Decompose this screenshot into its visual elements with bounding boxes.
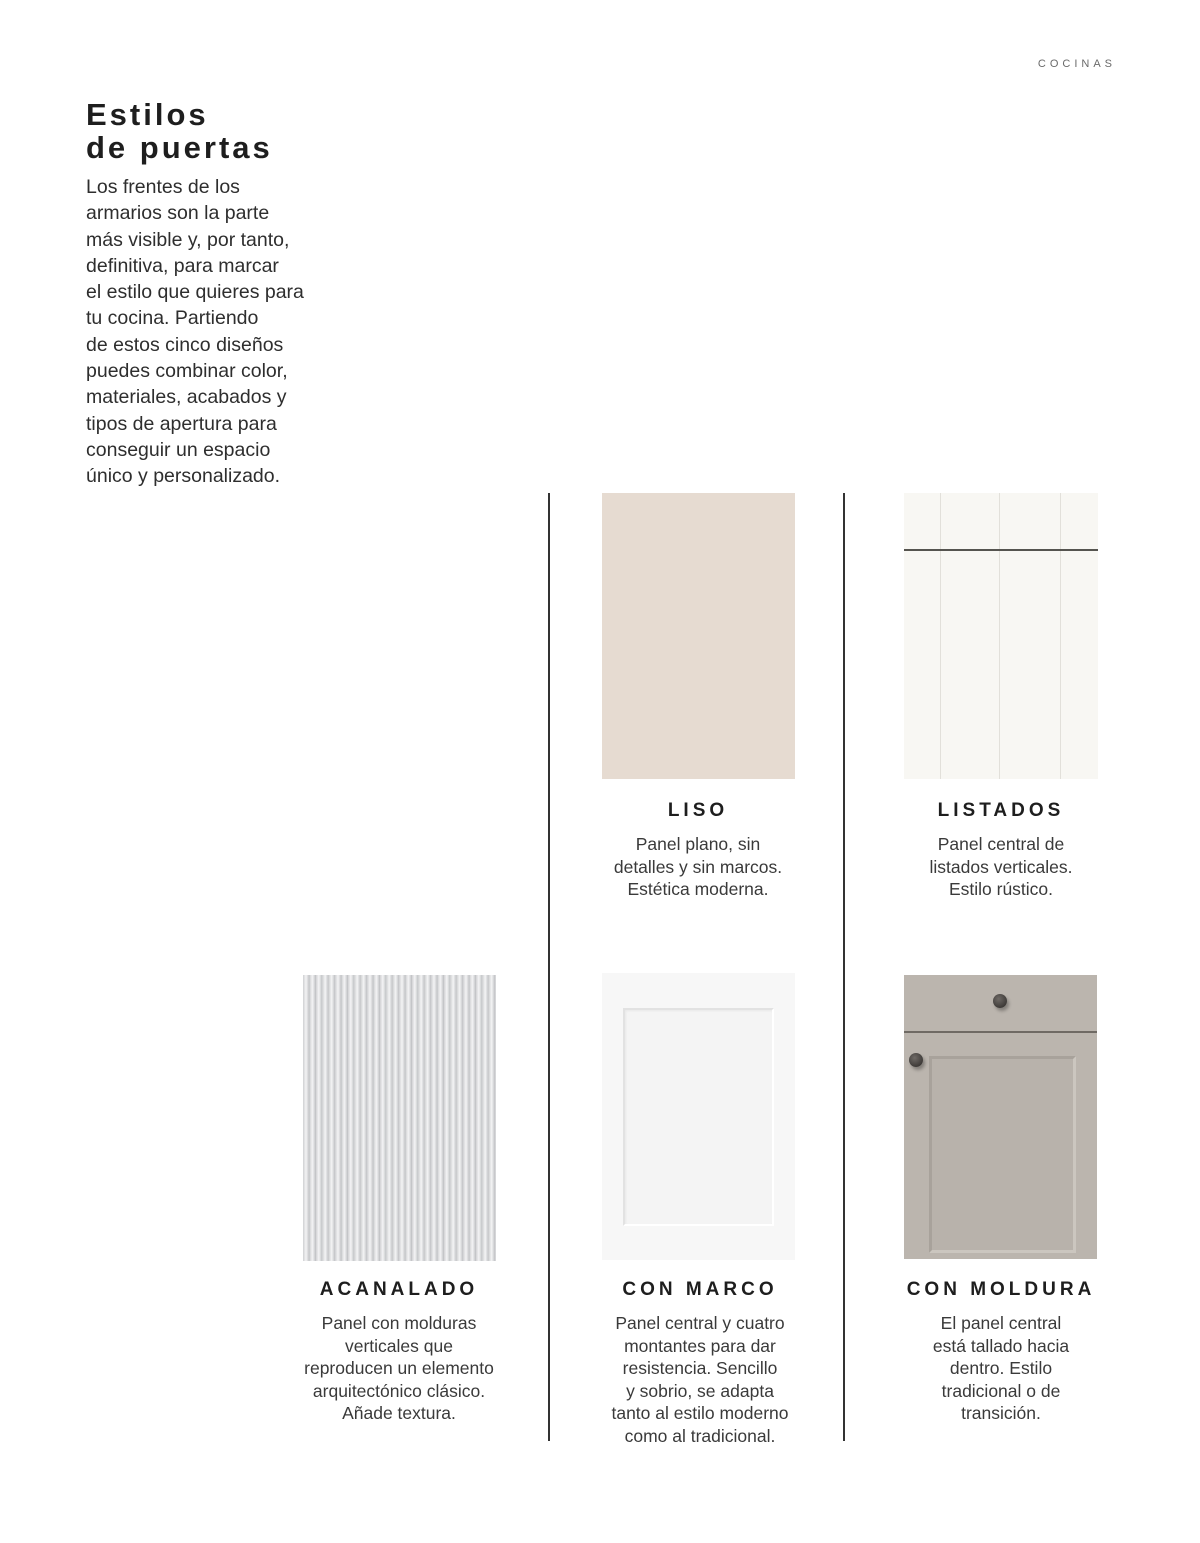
style-description-liso (578, 833, 818, 901)
door-swatch-liso (602, 493, 795, 779)
title-line: Estilos (86, 97, 209, 132)
door-swatch-listados (904, 493, 1098, 779)
style-name-liso: LISO (667, 800, 729, 821)
section-label: COCINAS (1037, 58, 1116, 70)
description-line: Estilo rústico. (948, 879, 1054, 899)
molded-panel (929, 1056, 1076, 1253)
title-line: de puertas (86, 130, 273, 165)
style-name-acanalado: ACANALADO (319, 1279, 479, 1300)
plank-groove (940, 493, 941, 779)
plank-groove (1060, 493, 1061, 779)
description-line: detalles y sin marcos. (613, 856, 783, 877)
description-line: verticales que (345, 1335, 453, 1356)
description-line: tradicional o de (941, 1380, 1061, 1401)
style-name-con-moldura: CON MOLDURA (906, 1279, 1096, 1300)
intro-line: tipos de apertura para (86, 412, 277, 435)
description-line: transición. (961, 1403, 1041, 1423)
door-swatch-acanalado (303, 975, 496, 1261)
description-line: resistencia. Sencillo (622, 1358, 778, 1378)
style-name-con-marco: CON MARCO (622, 1279, 778, 1300)
intro-line: armarios son la parte (86, 202, 270, 225)
description-line: tanto al estilo moderno (611, 1403, 789, 1423)
intro-line: más visible y, por tanto, (86, 228, 290, 251)
description-line: está tallado hacia (932, 1335, 1070, 1356)
intro-line: Los frentes de los (86, 176, 240, 198)
description-line: El panel central (940, 1313, 1062, 1333)
style-description-con-moldura (881, 1312, 1121, 1425)
description-line: como al tradicional. (624, 1425, 776, 1446)
description-line: reproducen un elemento (304, 1358, 494, 1378)
drawer-separator (904, 1031, 1097, 1033)
page-title (86, 98, 273, 164)
intro-paragraph (86, 174, 346, 490)
description-line: Panel central de (937, 834, 1065, 854)
style-name-listados: LISTADOS (937, 800, 1065, 821)
description-line: Panel central y cuatro (615, 1313, 785, 1333)
door-rail (904, 549, 1098, 551)
intro-line: el estilo que quieres para (86, 281, 304, 304)
drawer-knob-icon (993, 994, 1007, 1008)
door-swatch-con-moldura (904, 975, 1097, 1259)
recessed-panel (623, 1008, 774, 1226)
description-line: y sobrio, se adapta (626, 1380, 774, 1401)
description-line: arquitectónico clásico. (312, 1380, 486, 1401)
plank-groove (999, 493, 1000, 779)
description-line: listados verticales. (929, 856, 1073, 877)
description-line: montantes para dar (624, 1335, 776, 1356)
description-line: Panel plano, sin (635, 834, 761, 854)
description-line: Estética moderna. (627, 879, 769, 899)
style-description-con-marco (580, 1312, 820, 1447)
intro-line: materiales, acabados y (86, 386, 287, 409)
description-line: dentro. Estilo (949, 1358, 1053, 1378)
column-divider (548, 493, 550, 1441)
door-swatch-con-marco (602, 973, 795, 1260)
description-line: Añade textura. (342, 1403, 456, 1423)
intro-line: único y personalizado. (86, 465, 281, 488)
intro-line: puedes combinar color, (86, 360, 288, 383)
intro-line: conseguir un espacio (86, 438, 271, 461)
intro-line: de estos cinco diseños (86, 333, 284, 356)
style-description-listados (881, 833, 1121, 901)
intro-line: tu cocina. Partiendo (86, 307, 259, 330)
column-divider (843, 493, 845, 1441)
intro-line: definitiva, para marcar (86, 254, 279, 277)
description-line: Panel con molduras (321, 1313, 477, 1333)
door-knob-icon (909, 1053, 923, 1067)
style-description-acanalado (279, 1312, 519, 1425)
